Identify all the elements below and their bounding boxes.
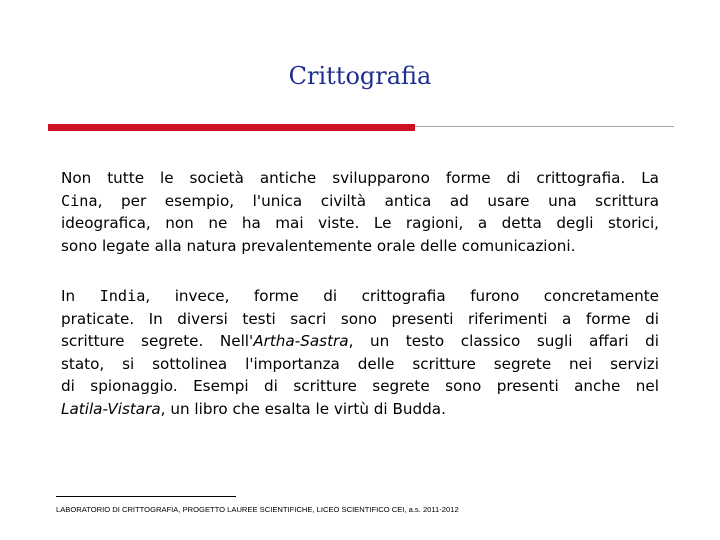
footer-caption: LABORATORIO DI CRITTOGRAFIA, PROGETTO LAUREE SCIENTIFICHE, LICEO SCIENTIFICO CEI, a.s. 2011-2012 bbox=[56, 505, 459, 514]
book-title-artha-sastra: Artha-Sastra bbox=[253, 332, 349, 350]
paragraph-line bbox=[61, 285, 659, 308]
paragraph-text: , per esempio, l'unica civiltà antica ad usare una scrittura bbox=[97, 191, 659, 210]
paragraph-line bbox=[61, 235, 659, 258]
book-title-latila-vistara: Latila-Vistara bbox=[61, 399, 161, 418]
paragraph-line bbox=[61, 308, 659, 331]
slide-title: Crittografia bbox=[288, 62, 432, 90]
paragraph-text: sono legate alla natura prevalentemente orale delle comunicazioni. bbox=[61, 236, 576, 255]
keyword-india: India bbox=[99, 287, 146, 305]
paragraph-text: di spionaggio. Esempi di scritture segrete sono presenti anche nel bbox=[61, 377, 659, 395]
paragraph-cina bbox=[61, 167, 659, 257]
paragraph-text: In bbox=[61, 287, 100, 305]
paragraph-india bbox=[61, 285, 659, 420]
paragraph-line bbox=[61, 330, 659, 353]
paragraph-text: praticate. In diversi testi sacri sono presenti riferimenti a forme di bbox=[61, 309, 659, 328]
paragraph-text: , un libro che esalta le virtù di Budda. bbox=[160, 399, 446, 418]
paragraph-line bbox=[61, 398, 659, 421]
paragraph-line bbox=[61, 375, 659, 398]
paragraph-text: , un testo classico sugli affari di bbox=[348, 332, 659, 350]
paragraph-text: , invece, forme di crittografia furono concretamente bbox=[145, 287, 659, 305]
paragraph-text: Non tutte le società antiche svilupparono forme di crittografia. La bbox=[61, 169, 659, 187]
title-accent-bar bbox=[48, 124, 415, 131]
paragraph-text: scritture segrete. Nell' bbox=[61, 332, 254, 350]
keyword-cina: Cina bbox=[61, 191, 98, 210]
paragraph-text: stato, si sottolinea l'importanza delle scritture segrete nei servizi bbox=[61, 354, 659, 373]
paragraph-line bbox=[61, 167, 659, 190]
footer-divider-line bbox=[56, 496, 236, 497]
paragraph-line bbox=[61, 212, 659, 235]
paragraph-line bbox=[61, 190, 659, 213]
paragraph-line bbox=[61, 353, 659, 376]
paragraph-text: ideografica, non ne ha mai viste. Le ragioni, a detta degli storici, bbox=[61, 214, 659, 232]
